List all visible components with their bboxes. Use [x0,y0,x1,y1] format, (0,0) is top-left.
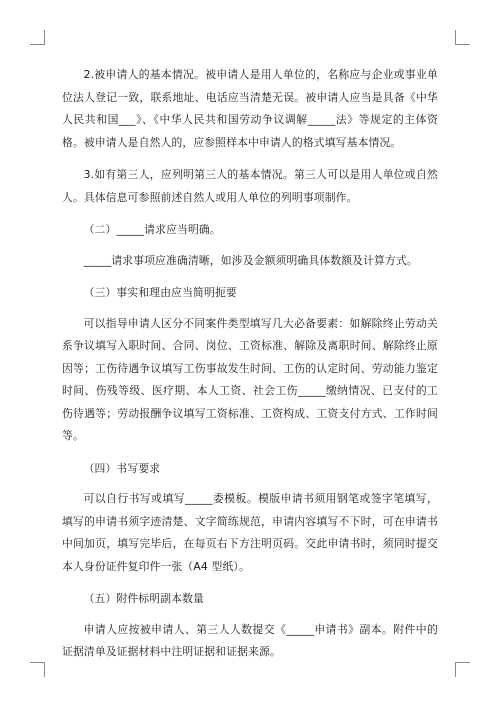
paragraph-claims: _____请求事项应准确清晰，如涉及金额须明确具体数额及计算方式。 [83,253,418,267]
crop-mark-top-right [455,30,470,45]
document-body [62,64,438,674]
paragraph-third-party: 3.如有第三人，应列明第三人的基本情况。第三人可以是用人单位或自然人。具体信息可参照前述自然人或用人单位的列明事项制作。 [62,168,438,204]
paragraph-writing: 可以自行书写或填写_____委模板。模版申请书须用钢笔或签字笔填写，填写的申请书须字迹清楚、文字简练规范，申请内容填写不下时，可在申请书中间加页，填写完毕后，在每页右下方注明页码。交此申请书时，须同时提交本人身份证件复印件一张（A4 型纸）。 [62,492,438,573]
paragraph-attachments: 申请人应按被申请人、第三人人数提交《_____申请书》副本。附件中的证据清单及证据材料中注明证据和证据来源。 [62,622,438,658]
section-heading-facts: （三）事实和理由应当简明扼要 [83,286,237,299]
crop-mark-bottom-right [455,662,470,677]
paragraph-respondent-info: 2.被申请人的基本情况。被申请人是用人单位的，名称应与企业或事业单位法人登记一致，联系地址、电话应当清楚无误。被申请人应当是具备《中华人民共和国___》、《中华人民共和国劳动争议调解_____法》等规定的主体资格。被申请人是自然人的，应参照样本中申请人的格式填写基本情况。 [62,68,438,149]
section-heading-claims: （二）_____请求应当明确。 [83,223,221,236]
crop-mark-top-left [30,30,45,45]
crop-mark-bottom-left [30,662,45,677]
paragraph-facts: 可以指导申请人区分不同案件类型填写几大必备要素：如解除终止劳动关系争议填写入职时间、合同、岗位、工资标准、解除及离职时间、解除终止原因等；工伤待遇争议填写工伤事故发生时间、工伤的认定时间、劳动能力鉴定时间、伤残等级、医疗期、本人工资、社会工伤_____缴纳情况、已支付的工伤待遇等；劳动报酬争议填写工资标准、工资构成、工资支付方式、工作时间等。 [62,316,438,442]
section-heading-writing: （四）书写要求 [83,461,161,475]
section-heading-attachments: （五）附件标明副本数量 [83,592,205,605]
